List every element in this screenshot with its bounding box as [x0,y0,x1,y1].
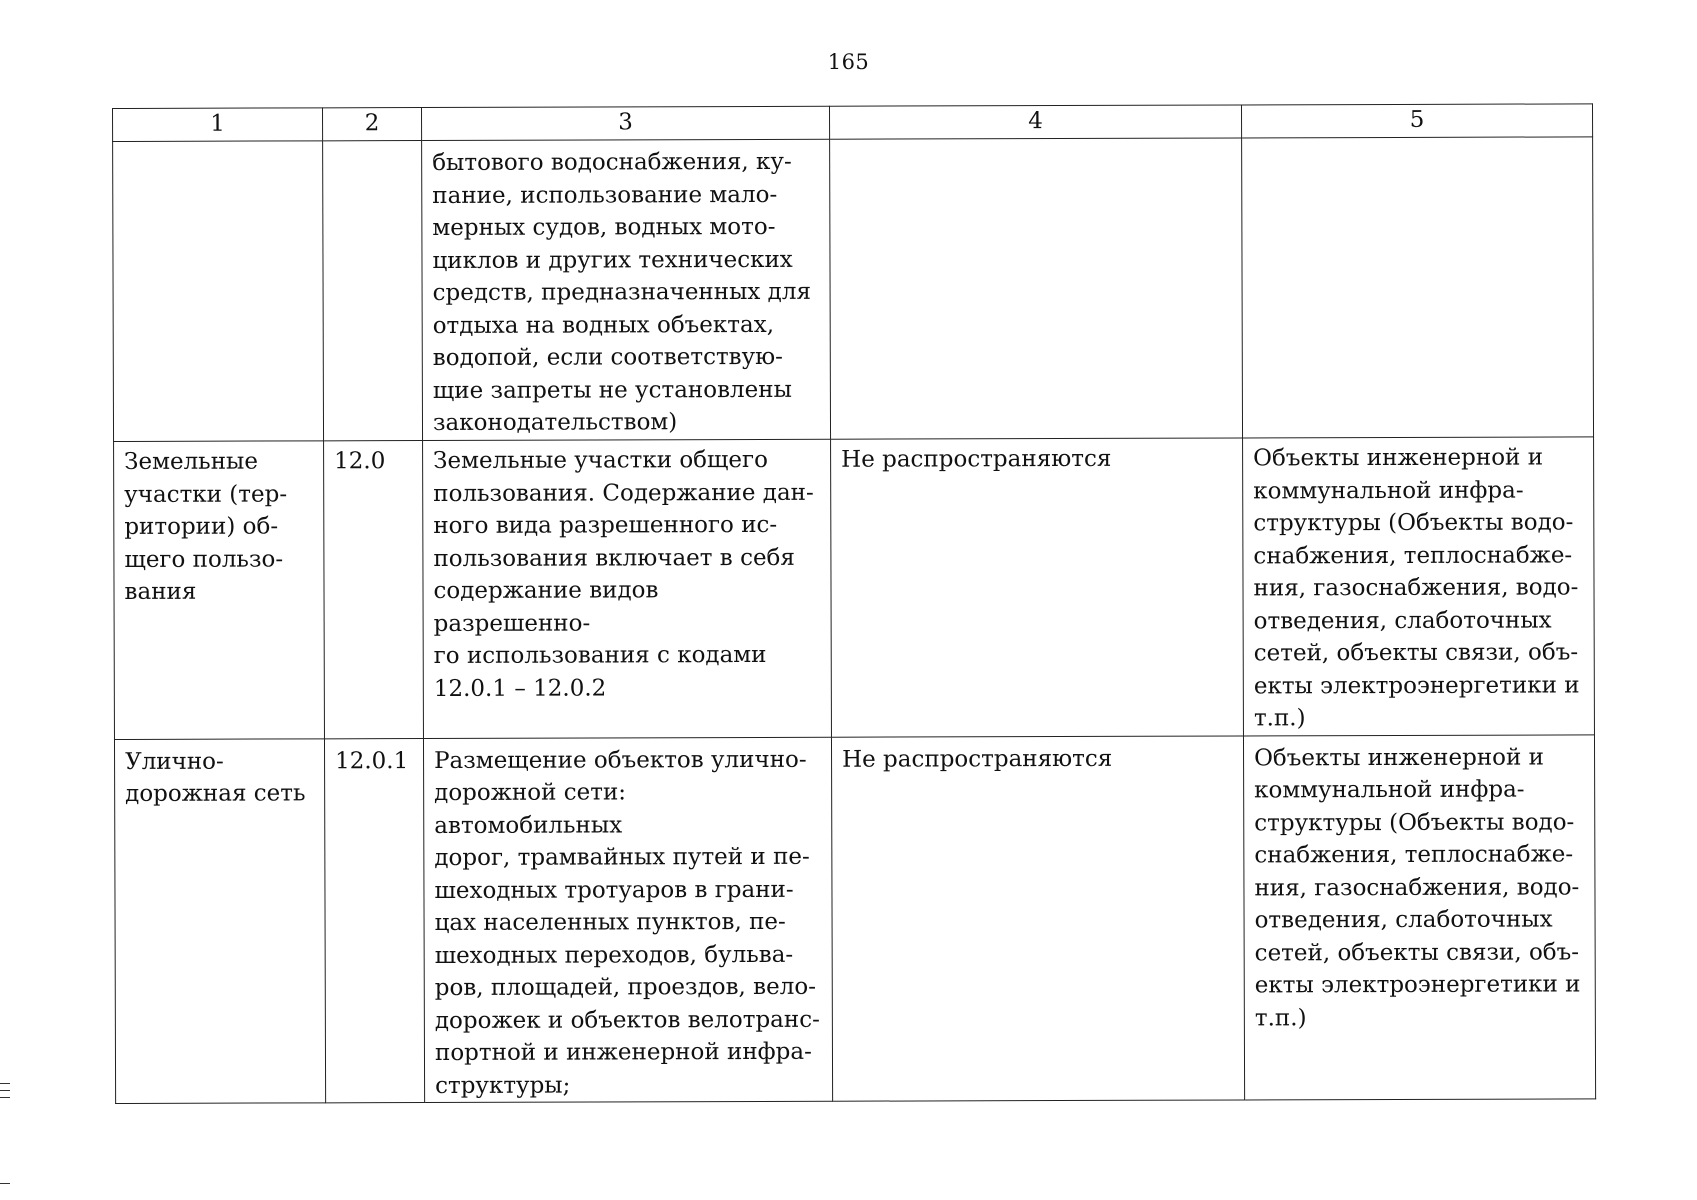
column-header: 1 [113,108,323,142]
land-use-table [112,103,1596,1104]
auxiliary-uses-cell: Объекты инженерной и коммунальной инфра- структуры (Объекты водо- снабжения, теплоснабже- ния, газоснабжения, водо- отведения, слаботочных сетей, объекты связи, объ- екты электроэнергетики и т.п.) [1243,437,1595,736]
margin-mark [0,1183,10,1184]
auxiliary-uses-cell [1242,137,1594,438]
use-code-cell: 12.0.1 [324,738,424,1103]
column-header: 3 [422,106,830,140]
use-name-cell: Земельные участки (тер- ритории) об- щего пользо- вания [114,441,325,739]
use-name-cell [113,141,324,442]
column-header: 5 [1241,104,1592,138]
margin-mark [0,1083,10,1084]
column-header: 4 [829,105,1241,139]
margin-mark [0,1097,10,1098]
restrictions-cell [830,138,1243,439]
table-row [114,437,1595,739]
use-description-cell: бытового водоснабжения, ку- пание, использование мало- мерных судов, водных мото- циклов и других технических средств, предназначенных для отдыха на водных объектах, водопой, если соответствую- щие запреты не установлены законодательством) [422,139,831,440]
table-row [113,137,1594,442]
auxiliary-uses-cell: Объекты инженерной и коммунальной инфра- структуры (Объекты водо- снабжения, теплоснабже- ния, газоснабжения, водо- отведения, слаботочных сетей, объекты связи, объ- екты электроэнергетики и т.п.) [1243,734,1595,1100]
use-description-cell: Размещение объектов улично- дорожной сети: автомобильных дорог, трамвайных путей и пе- шеходных тротуаров в грани- цах населенных пунктов, пе- шеходных переходов, бульва- ров, площадей, проездов, вело- дорожек и объектов велотранс- портной и инженерной инфра- структуры; [423,737,832,1103]
use-code-cell: 12.0 [324,441,424,739]
restrictions-cell: Не распространяются [831,438,1244,737]
restrictions-cell: Не распространяются [831,735,1244,1101]
use-description-cell: Земельные участки общего пользования. Содержание дан- ного вида разрешенного ис- пользования включает в себя содержание видов разрешенно- го использования с кодами 12.0.1 – 12.0.2 [423,439,832,738]
use-name-cell: Улично- дорожная сеть [114,738,325,1103]
use-code-cell [323,141,423,441]
margin-mark [0,1090,10,1091]
table-header-row [113,104,1593,142]
page-number: 165 [827,50,870,74]
column-header: 2 [323,108,422,141]
table-row [114,734,1595,1103]
